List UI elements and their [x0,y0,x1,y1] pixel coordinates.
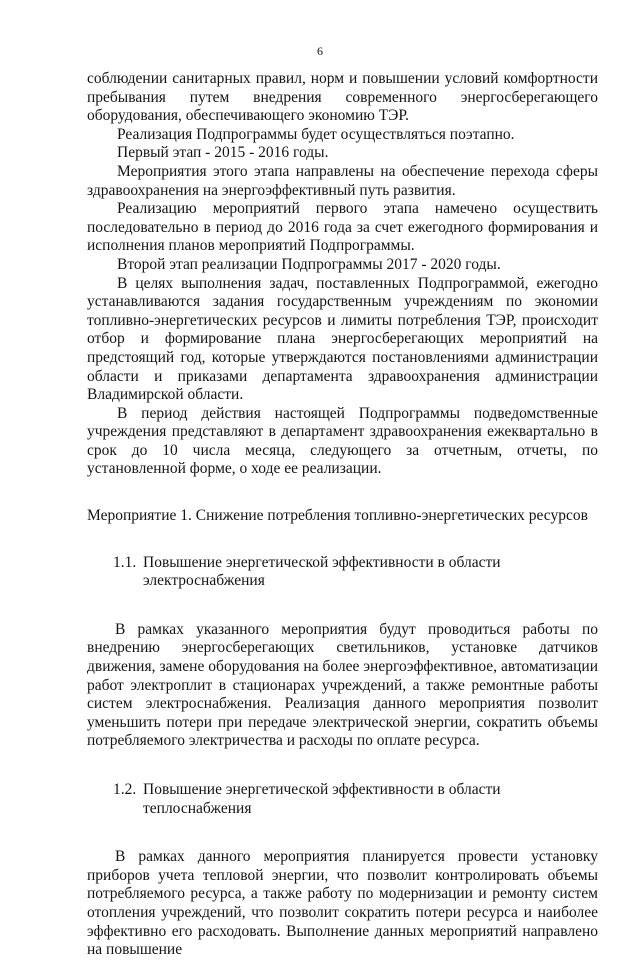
paragraph: Второй этап реализации Подпрограммы 2017 - 2020 годы. [117,255,501,273]
document-body [87,70,598,960]
paragraph: Первый этап - 2015 - 2016 годы. [117,144,329,162]
paragraph: Реализация Подпрограммы будет осуществляться поэтапно. [117,125,515,143]
section-title: Повышение энергетической эффективности в области электроснабжения [143,553,501,590]
measure-heading: Мероприятие 1. Снижение потребления топливно-энергетических ресурсов [87,507,588,525]
section-title: Повышение энергетической эффективности в области теплоснабжения [143,781,501,817]
section-text: В рамках данного мероприятия планируется провести установку приборов учета тепловой энергии, что позволит контролировать объемы потребляемого ресурса, а также работу по модернизации и ремонту систем отопления учреждений, что позволит сократить потери ресурса и наиболее эффективно его расходовать. Выполнение данных мероприятий направлено на повышение [87,848,598,959]
section-number: 1.2. [113,781,137,798]
paragraph: соблюдении санитарных правил, норм и повышении условий комфортности пребывания путем внедрения современного энергосберегающего оборудования, обеспечивающего экономию ТЭР. [87,70,598,125]
paragraph: Мероприятия этого этапа направлены на обеспечение перехода сферы здравоохранения на энергоэффективный путь развития. [87,162,598,199]
page-number: 6 [317,44,323,58]
paragraph: В период действия настоящей Подпрограммы подведомственные учреждения представляют в департамент здравоохранения ежеквартально в срок до 10 числа месяца, следующего за отчетным, отчеты, по установленной форме, о ходе ее реализации. [87,404,598,478]
section-number: 1.1. [113,553,137,571]
paragraph: Реализацию мероприятий первого этапа намечено осуществить последовательно в период до 2016 года за счет ежегодного формирования и исполнения планов мероприятий Подпрограммы. [87,200,598,255]
section-text: В рамках указанного мероприятия будут проводиться работы по внедрению энергосберегающих светильников, установке датчиков движения, замене оборудования на более энергоэффективное, автоматизации работ электроплит в стационарах учреждений, а также ремонтные работы систем электроснабжения. Реализация данного мероприятия позволит уменьшить потери при передаче электрической энергии, сократить объемы потребляемого электричества и расходы по оплате ресурса. [87,620,598,750]
section-heading [87,781,598,818]
paragraph: В целях выполнения задач, поставленных Подпрограммой, ежегодно устанавливаются задания государственным учреждениям по экономии топливно-энергетических ресурсов и лимиты потребления ТЭР, происходит отбор и формирование плана энергосберегающих мероприятий на предстоящий год, которые утверждаются постановлениями администрации области и приказами департамента здравоохранения администрации Владимирской области. [87,274,598,404]
section-heading [87,554,598,591]
